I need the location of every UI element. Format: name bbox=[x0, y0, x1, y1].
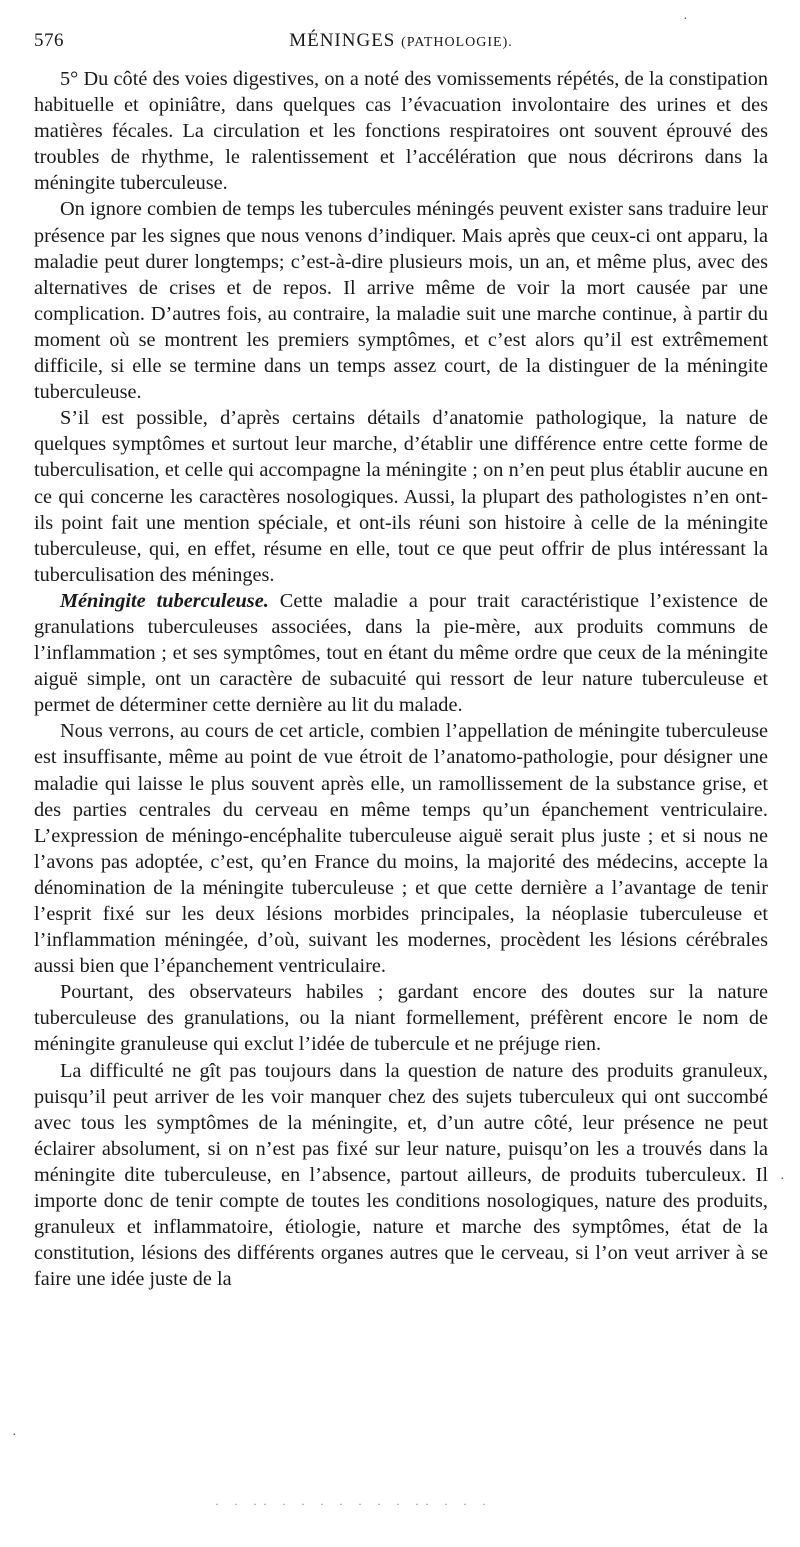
footer-print-noise: · · ·· · · · · · · · ·· · · · bbox=[215, 1497, 492, 1511]
page-header bbox=[34, 30, 768, 58]
paragraph-text: On ignore combien de temps les tubercules méningés peuvent exister sans traduire leur présence par les signes que nous venons d’indiquer. Mais après que ceux-ci ont apparu, la maladie peut durer longtemps; c’est-à-dire plusieurs mois, un an, et même plus, avec des alternatives de crises et de repos. Il arrive même de voir la mort causée par une complication. D’autres fois, au contraire, la maladie suit une marche continue, à partir du moment où se montrent les premiers symptômes, et c’est alors qu’il est extrêmement difficile, si elle se termine dans un temps assez court, de la distinguer de la méningite tuberculeuse. bbox=[34, 198, 768, 404]
page-number: 576 bbox=[34, 30, 64, 51]
paragraph bbox=[34, 979, 768, 1057]
paragraph-text: Cette maladie a pour trait caractéristique l’existence de granulations tuberculeuses associées, dans la pie-mère, aux produits communs de l’inflammation ; et ses symptômes, tout en étant du même ordre que ceux de la méningite aiguë simple, ont un caractère de subacuité qui ressort de leur nature tuberculeuse et permet de déterminer cette dernière au lit du malade. bbox=[34, 589, 768, 717]
paragraph bbox=[34, 66, 768, 196]
paragraph-text: Pourtant, des observateurs habiles ; gardant encore des doutes sur la nature tuberculeuse des granulations, ou la niant formellement, préfèrent encore le nom de méningite granuleuse qui exclut l’idée de tubercule et ne préjuge rien. bbox=[34, 981, 768, 1056]
running-title: MÉNINGES bbox=[289, 30, 396, 51]
paragraph-text: 5° Du côté des voies digestives, on a noté des vomissements répétés, de la constipation habituelle et opiniâtre, dans quelques cas l’évacuation involontaire des urines et des matières fécales. La circulation et les fonctions respiratoires ont souvent éprouvé des troubles de rhythme, le ralentissement et l’accélération que nous décrirons dans la méningite tuberculeuse. bbox=[34, 68, 768, 195]
running-head bbox=[34, 30, 768, 52]
paragraph-text: Nous verrons, au cours de cet article, combien l’appellation de méningite tuberculeuse est insuffisante, même au point de vue étroit de l’anatomo-pathologie, pour désigner une maladie qui laisse le plus souvent après elle, un ramollissement de la substance grise, et des parties centrales du cerveau en même temps qu’un épanchement ventriculaire. L’expression de méningo-encéphalite tuberculeuse aiguë serait plus juste ; et si nous ne l’avons pas adoptée, c’est, qu’en France du moins, la majorité des médecins, accepte la dénomination de la méningite tuberculeuse ; et que cette dernière a l’avantage de tenir l’esprit fixé sur les deux lésions morbides principales, la néoplasie tuberculeuse et l’inflammation méningée, d’où, suivant les modernes, procèdent les lésions cérébrales aussi bien que l’épanchement ventriculaire. bbox=[34, 720, 768, 978]
running-subtitle: (PATHOLOGIE). bbox=[401, 35, 513, 50]
paragraph-text: La difficulté ne gît pas toujours dans la question de nature des produits granuleux, puisqu’il peut arriver de les voir manquer chez des sujets tuberculeux qui ont succombé avec tous les symptômes de la méningite, et, d’un autre côté, leur présence ne peut éclairer absolument, si on n’est pas fixé sur leur nature, puisqu’on les a trouvés dans la méningite dite tuberculeuse, en l’absence, partout ailleurs, de produits tuberculeux. Il importe donc de tenir compte de toutes les conditions nosologiques, nature des produits, granuleux et inflammatoire, étiologie, nature et marche des symptômes, état de la constitution, lésions des différents organes autres que le cerveau, si l’on veut arriver à se faire une idée juste de la bbox=[34, 1059, 768, 1291]
paragraph bbox=[34, 196, 768, 405]
body-text bbox=[34, 66, 768, 1292]
speck-mark: · bbox=[12, 1428, 17, 1443]
paragraph-text: S’il est possible, d’après certains détails d’anatomie pathologique, la nature de quelques symptômes et surtout leur marche, d’établir une différence entre cette forme de tuberculisation, et celle qui accompagne la méningite ; on n’en peut plus établir aucune en ce qui concerne les caractères nosologiques. Aussi, la plupart des pathologistes n’en ont-ils point fait une mention spéciale, et ont-ils réuni son histoire à celle de la méningite tuberculeuse, qui, en effet, résume en elle, tout ce que peut offrir de plus intéressant la tuberculisation des méninges. bbox=[34, 407, 768, 586]
paragraph bbox=[34, 1058, 768, 1293]
speck-mark: · bbox=[683, 12, 688, 27]
paragraph bbox=[34, 405, 768, 588]
paragraph bbox=[34, 718, 768, 979]
speck-mark: · bbox=[780, 1172, 785, 1187]
section-heading: Méningite tuberculeuse. bbox=[60, 589, 269, 612]
paragraph bbox=[34, 588, 768, 718]
